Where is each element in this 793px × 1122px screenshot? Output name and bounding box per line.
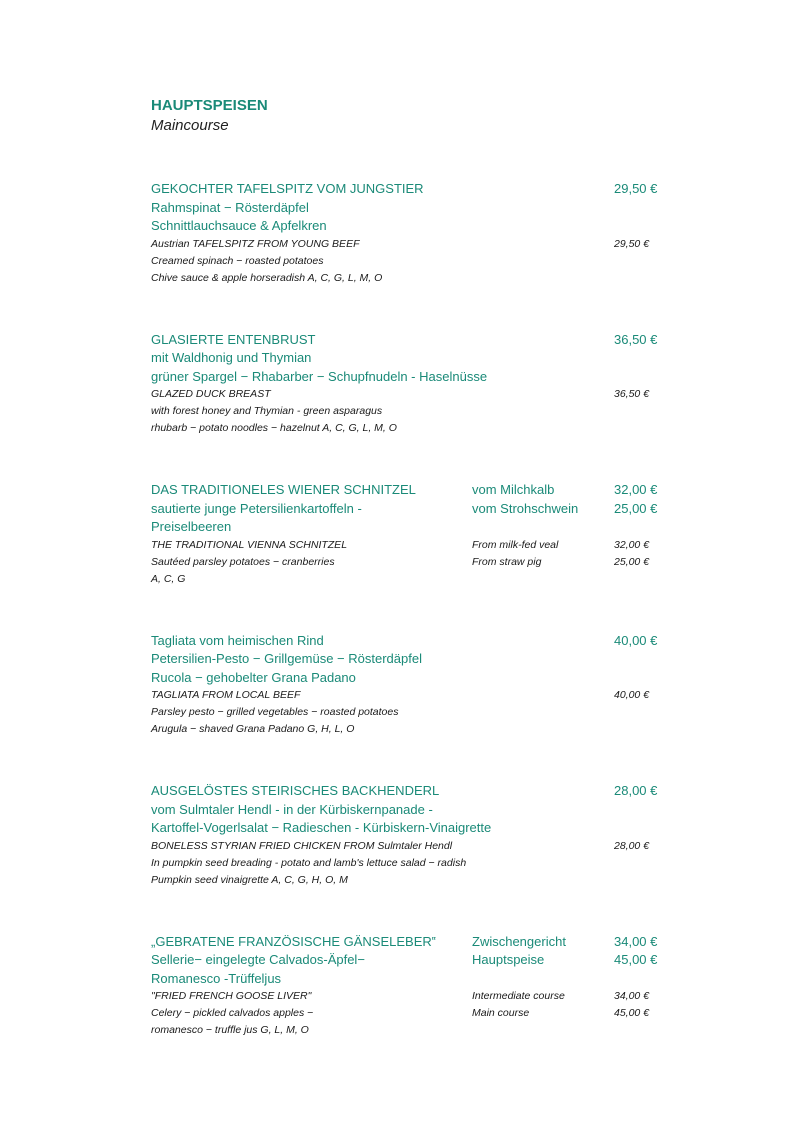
dish-desc-en: Chive sauce & apple horseradish A, C, G, L, M, O	[151, 271, 383, 284]
dish-price-de: 36,50 €	[614, 331, 658, 347]
dish-desc-en: Sautéed parsley potatoes − cranberries	[151, 555, 335, 568]
dish-desc-en: romanesco − truffle jus G, L, M, O	[151, 1024, 309, 1036]
dish-name-en: "FRIED FRENCH GOOSE LIVER"	[151, 990, 312, 1002]
dish-gaenseleber	[151, 933, 671, 1040]
dish-option-de: Zwischengericht	[472, 933, 566, 949]
dish-price-en: 25,00 €	[614, 555, 650, 568]
dish-option-en: From straw pig	[472, 555, 542, 568]
dish-option-de: vom Milchkalb	[472, 482, 555, 497]
dish-desc-de: Schnittlauchsauce & Apfelkren	[151, 218, 327, 233]
dish-price-de: 25,00 €	[614, 500, 658, 516]
dish-option-de: vom Strohschwein	[472, 500, 579, 516]
dish-desc-en: In pumpkin seed breading - potato and lamb's lettuce salad − radish	[151, 856, 467, 869]
dish-name-de: GLASIERTE ENTENBRUST	[151, 331, 316, 347]
dish-desc-de: Rahmspinat − Rösterdäpfel	[151, 199, 309, 215]
page-subtitle: Maincourse	[151, 117, 229, 134]
dish-desc-en: rhubarb − potato noodles − hazelnut A, C, G, L, M, O	[151, 422, 397, 434]
dish-entenbrust	[151, 331, 671, 438]
dish-name-de: DAS TRADITIONELES WIENER SCHNITZEL	[151, 482, 416, 497]
dish-price-en: 36,50 €	[614, 388, 650, 400]
dish-desc-de: vom Sulmtaler Hendl - in der Kürbiskernpanade -	[151, 801, 433, 817]
dish-desc-de: mit Waldhonig und Thymian	[151, 350, 312, 365]
dish-price-en: 32,00 €	[614, 538, 650, 551]
dish-option-en: Intermediate course	[472, 990, 565, 1002]
dish-option-en: From milk-fed veal	[472, 538, 559, 551]
dish-desc-de: Preiselbeeren	[151, 519, 232, 534]
dish-price-de: 28,00 €	[614, 783, 658, 798]
dish-tagliata	[151, 632, 671, 739]
dish-option-en: Main course	[472, 1007, 530, 1019]
dish-price-de: 34,00 €	[614, 933, 658, 949]
dish-desc-de: Kartoffel-Vogerlsalat − Radieschen - Kürbiskern-Vinaigrette	[151, 820, 492, 835]
dish-backhenderl	[151, 782, 671, 889]
dish-desc-en: Arugula − shaved Grana Padano G, H, L, O	[151, 723, 355, 735]
dish-desc-en: Parsley pesto − grilled vegetables − roasted potatoes	[151, 706, 399, 718]
dish-schnitzel	[151, 481, 671, 588]
dish-desc-en: Celery − pickled calvados apples −	[151, 1007, 314, 1019]
dish-desc-en: Pumpkin seed vinaigrette A, C, G, H, O, M	[151, 873, 348, 886]
dish-desc-en: A, C, G	[151, 572, 186, 585]
menu-page	[151, 96, 671, 1083]
dish-desc-de: Romanesco -Trüffeljus	[151, 970, 282, 986]
dish-name-en: TAGLIATA FROM LOCAL BEEF	[151, 689, 301, 701]
dish-name-en: Austrian TAFELSPITZ FROM YOUNG BEEF	[151, 237, 360, 250]
dish-price-en: 40,00 €	[614, 689, 650, 701]
dish-name-de: GEKOCHTER TAFELSPITZ VOM JUNGSTIER	[151, 181, 424, 196]
dish-price-en: 29,50 €	[614, 237, 650, 250]
dish-price-en: 34,00 €	[614, 990, 650, 1002]
page-title: HAUPTSPEISEN	[151, 97, 268, 114]
dish-name-de: Tagliata vom heimischen Rind	[151, 632, 324, 648]
dish-desc-de: Petersilien-Pesto − Grillgemüse − Rösterdäpfel	[151, 651, 422, 666]
dish-price-en: 28,00 €	[614, 839, 650, 852]
dish-desc-en: Creamed spinach − roasted potatoes	[151, 254, 324, 267]
dish-name-en: BONELESS STYRIAN FRIED CHICKEN FROM Sulmtaler Hendl	[151, 839, 453, 852]
dish-desc-de: grüner Spargel − Rhabarber − Schupfnudeln - Haselnüsse	[151, 368, 488, 384]
dish-price-en: 45,00 €	[614, 1007, 650, 1019]
dish-name-de: AUSGELÖSTES STEIRISCHES BACKHENDERL	[151, 783, 440, 798]
dish-desc-de: Rucola − gehobelter Grana Padano	[151, 669, 356, 685]
dish-name-de: „GEBRATENE FRANZÖSISCHE GÄNSELEBER‟	[151, 933, 437, 949]
dish-desc-de: sautierte junge Petersilienkartoffeln -	[151, 500, 362, 516]
dish-desc-en: with forest honey and Thymian - green asparagus	[151, 405, 383, 417]
dish-price-de: 32,00 €	[614, 482, 658, 497]
dish-tafelspitz	[151, 180, 671, 287]
dish-name-en: THE TRADITIONAL VIENNA SCHNITZEL	[151, 538, 348, 551]
dish-option-de: Hauptspeise	[472, 952, 545, 967]
dish-price-de: 40,00 €	[614, 632, 658, 648]
dish-desc-de: Sellerie− eingelegte Calvados-Äpfel−	[151, 952, 365, 967]
dish-price-de: 45,00 €	[614, 952, 658, 967]
dish-price-de: 29,50 €	[614, 181, 658, 196]
dish-name-en: GLAZED DUCK BREAST	[151, 388, 271, 400]
